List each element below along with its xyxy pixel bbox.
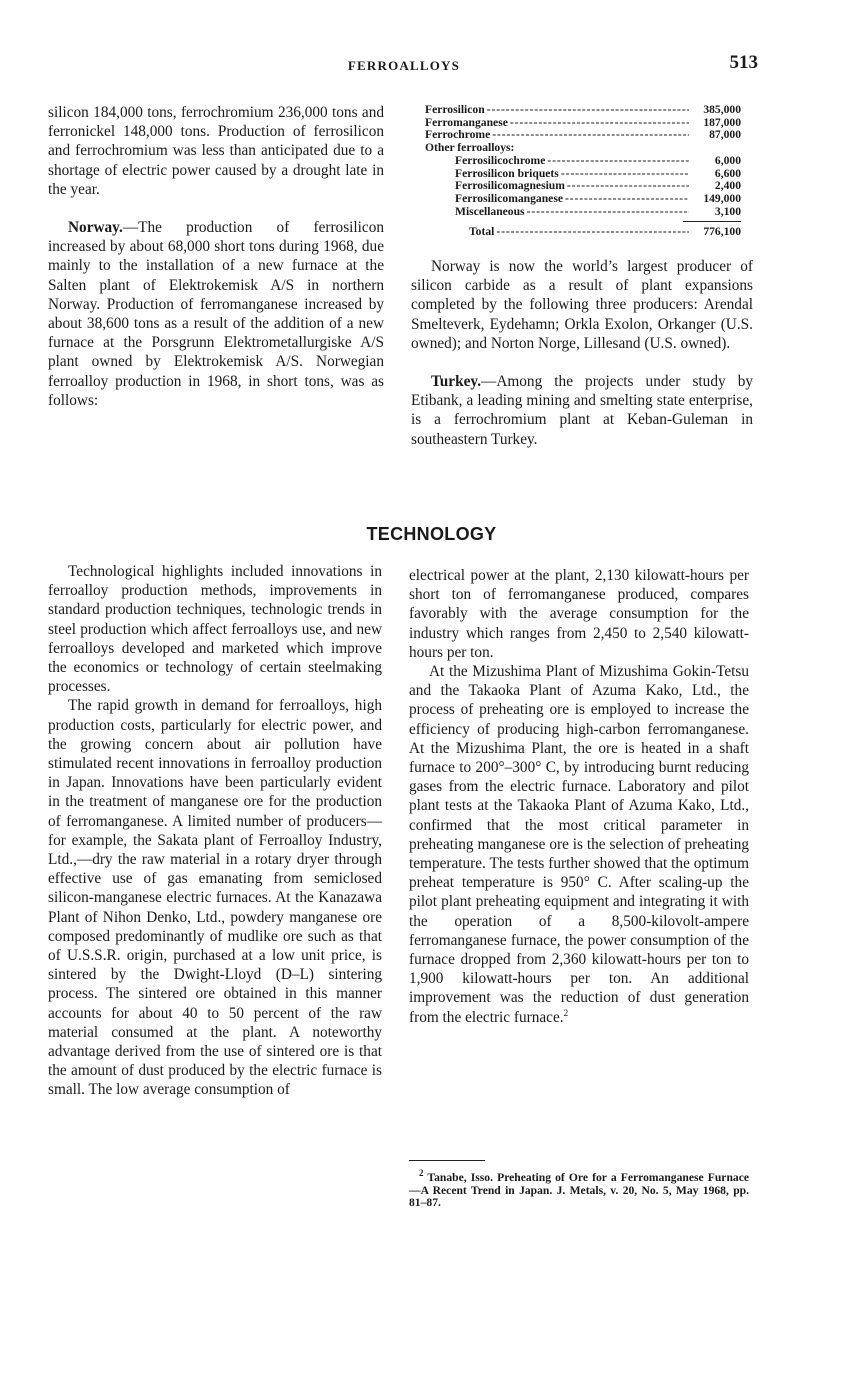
paragraph-mizushima xyxy=(409,662,749,1027)
norway-production-table xyxy=(425,104,741,239)
top-right-column xyxy=(411,257,753,449)
row-value: 6,000 xyxy=(714,153,741,167)
mizushima-text: At the Mizushima Plant of Mizushima Gokin-Tetsu and the Takaoka Plant of Azuma Kako, Ltd., the process of preheating ore is employed to increase the efficiency of producing high-carbon ferromanganese. At the Mizushima Plant, the ore is heated in a shaft furnace to 200°–300° C, by introducing burnt reducing gases from the electric furnace. Laboratory and pilot plant tests at the Takaoka Plant of Azuma Kako, Ltd., confirmed that the most critical parameter in preheating manganese ore is the selection of preheating temperature. The tests further showed that the optimum preheat temperature is 950° C. After scaling-up the pilot plant preheating equipment and integrating it with the operation of a 8,500-kilovolt-ampere ferromanganese furnace, the power consumption of the furnace dropped from 2,360 kilowatt-hours per ton to 1,900 kilowatt-hours per ton. An additional improvement was the reduction of dust generation from the electric furnace. xyxy=(409,663,749,1026)
table-row xyxy=(425,155,741,168)
footnote-rule xyxy=(409,1160,485,1161)
paragraph-silicon-carbide: Norway is now the world’s largest producer of silicon carbide as a result of plant expansions completed by the following three producers: Arendal Smelteverk, Eydehamn; Orkla Exolon, Orkanger (U.S. owned); and Norton Norge, Lillesand (U.S. owned). xyxy=(411,258,753,352)
other-heading: Other ferroalloys: xyxy=(425,141,515,155)
paragraph-norway xyxy=(48,218,384,410)
table-total-row xyxy=(425,226,741,239)
page-number: 513 xyxy=(729,52,758,73)
paragraph-japan: The rapid growth in demand for ferroalloys, high production costs, particularly for electric power, and the growing concern about air pollution have stimulated recent innovations in ferroalloy production in Japan. Innovations have been particularly evident in the treatment of manganese ore for the production of ferromanganese. A limited number of producers—for example, the Sakata plant of Ferroalloy Industry, Ltd.,—dry the raw material in a rotary dryer through effective use of gas emanating from semiclosed silicon-manganese electric furnaces. At the Kanazawa Plant of Nihon Denko, Ltd., powdery manganese ore composed predominantly of mudlike ore such as that of U.S.S.R. origin, purchased at a low unit price, is sintered by the Dwight-Lloyd (D–L) sintering process. The sintered ore obtained in this manner accounts for about 40 to 50 percent of the raw material consumed at the plant. A noteworthy advantage derived from the use of sintered ore is that the amount of dust produced by the electric furnace is small. The low average consumption of xyxy=(48,697,382,1099)
row-label: Ferrosilicon xyxy=(425,103,485,116)
table-row xyxy=(425,104,741,117)
paragraph-continued: silicon 184,000 tons, ferrochromium 236,000 tons and ferronickel 148,000 tons. Production of ferrosilicon and ferrochromium was less than anticipated due to a shortage of electric power caused by a drought late in the year. xyxy=(48,104,384,198)
paragraph-turkey xyxy=(411,372,753,449)
paragraph-highlights: Technological highlights included innovations in ferroalloy production methods, improvements in standard production techniques, technologic trends in steel production which affect ferroalloys use, and new ferroalloys developed and marketed which improve the economics or technology of certain steelmaking processes. xyxy=(48,563,382,696)
top-left-column xyxy=(48,103,384,410)
turkey-lead: Turkey. xyxy=(431,373,482,391)
technology-left-column xyxy=(48,562,382,1100)
footnote-text: Tanabe, Isso. Preheating of Ore for a Ferromanganese Furnace—A Recent Trend in Japan. J. Metals, v. 20, No. 5, May 1968, pp. 81–87. xyxy=(409,1171,749,1209)
section-heading: TECHNOLOGY xyxy=(366,524,497,544)
footnote-reference: 2 xyxy=(563,1007,569,1018)
total-rule xyxy=(683,221,741,222)
total-value: 776,100 xyxy=(703,225,741,239)
row-value: 187,000 xyxy=(703,115,741,129)
row-value: 149,000 xyxy=(703,191,741,205)
row-value: 87,000 xyxy=(709,128,741,142)
footnote-marker: 2 xyxy=(419,1168,424,1179)
row-label: Ferrosilicon briquets xyxy=(455,166,559,180)
row-label: Ferrochrome xyxy=(425,128,491,142)
norway-lead: Norway. xyxy=(68,219,123,237)
paragraph-power-consumption: electrical power at the plant, 2,130 kilowatt-hours per short ton of ferromanganese produced, compares favorably with the average consumption for the industry which ranges from 2,450 to 2,540 kilowatt-hours per ton. xyxy=(409,567,749,661)
page-header xyxy=(48,52,760,78)
row-label: Ferrosilicomagnesium xyxy=(455,179,565,193)
row-label: Miscellaneous xyxy=(455,204,525,218)
row-value: 6,600 xyxy=(714,166,741,180)
footnote xyxy=(409,1168,749,1210)
row-label: Ferrosilicomanganese xyxy=(455,191,563,205)
technology-right-column xyxy=(409,566,749,1027)
row-label: Ferromanganese xyxy=(425,115,508,129)
table-row xyxy=(425,206,741,219)
row-label: Ferrosilicochrome xyxy=(455,153,546,167)
table-subheading xyxy=(425,142,741,155)
norway-text: —The production of ferrosilicon increased by about 68,000 short tons during 1968, due mainly to the installation of a new furnace at the Salten plant of Elektrokemisk A/S in northern Norway. Production of ferromanganese increased by about 38,600 tons as a result of the addition of a new furnace at the Porsgrunn Elektrometallurgiske A/S plant owned by Elektrokemisk A/S. Norwegian ferroalloy production in 1968, in short tons, was as follows: xyxy=(48,219,384,409)
table-row xyxy=(425,193,741,206)
running-title: FERROALLOYS xyxy=(347,58,461,73)
turkey-text: —Among the projects under study by Etibank, a leading mining and smelting state enterprise, is a ferrochromium plant at Keban-Guleman in southeastern Turkey. xyxy=(411,373,753,448)
row-value: 3,100 xyxy=(714,204,741,218)
row-value: 2,400 xyxy=(714,179,741,193)
row-value: 385,000 xyxy=(703,103,741,116)
total-label: Total xyxy=(469,225,495,239)
